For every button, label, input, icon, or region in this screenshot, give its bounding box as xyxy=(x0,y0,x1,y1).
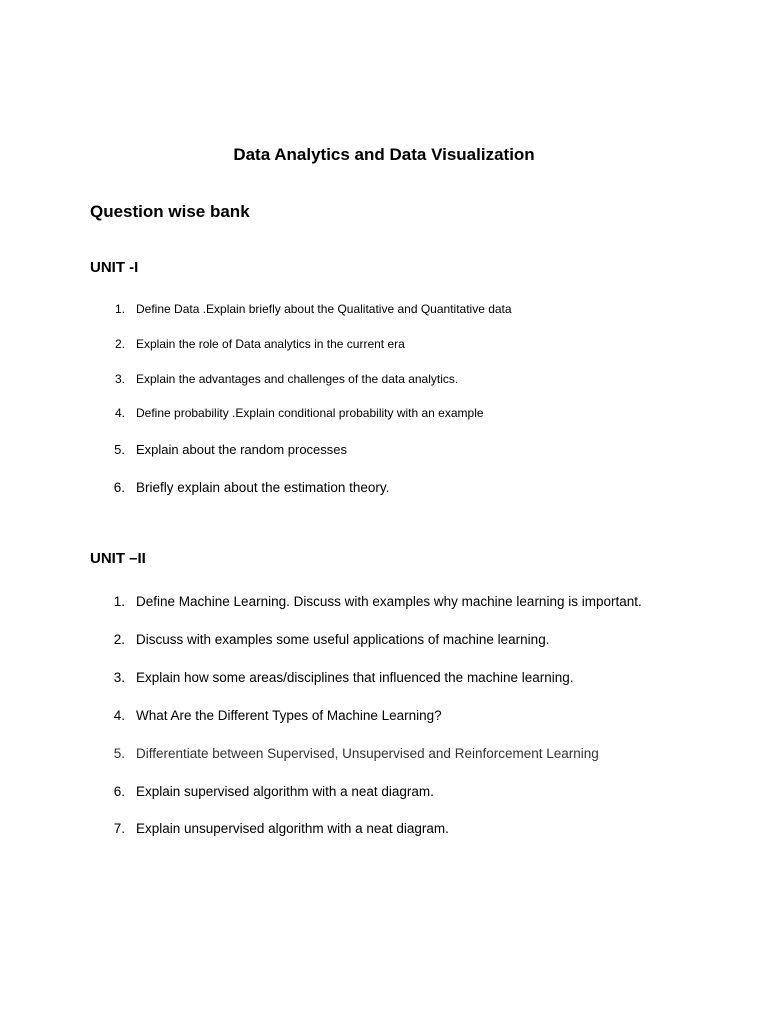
question-text: Explain the role of Data analytics in the current era xyxy=(136,337,405,351)
question-number: 5. xyxy=(113,746,125,761)
question-text: Briefly explain about the estimation theory. xyxy=(136,480,390,495)
question-number: 7. xyxy=(113,821,125,836)
question-text: Explain supervised algorithm with a neat diagram. xyxy=(136,784,434,799)
question-number: 1. xyxy=(113,594,125,609)
question-number: 2. xyxy=(113,632,125,647)
question-text: Discuss with examples some useful applications of machine learning. xyxy=(136,632,550,647)
unit-heading: UNIT –II xyxy=(90,550,146,567)
document-subtitle: Question wise bank xyxy=(90,202,250,221)
question-text: Define probability .Explain conditional probability with an example xyxy=(136,406,484,420)
question-text: Define Machine Learning. Discuss with examples why machine learning is important. xyxy=(136,594,642,609)
question-number: 5. xyxy=(114,442,125,457)
question-number: 4. xyxy=(114,406,125,420)
unit-heading: UNIT -I xyxy=(90,259,139,276)
question-text: Differentiate between Supervised, Unsupervised and Reinforcement Learning xyxy=(136,746,599,761)
question-text: Explain unsupervised algorithm with a neat diagram. xyxy=(136,821,449,836)
question-text: Explain how some areas/disciplines that influenced the machine learning. xyxy=(136,670,574,685)
question-number: 4. xyxy=(113,708,125,723)
question-text: Explain the advantages and challenges of the data analytics. xyxy=(136,372,459,386)
question-text: Explain about the random processes xyxy=(136,442,348,457)
question-number: 6. xyxy=(113,784,125,799)
document-title: Data Analytics and Data Visualization xyxy=(233,145,535,164)
question-number: 3. xyxy=(113,670,125,685)
question-text: What Are the Different Types of Machine Learning? xyxy=(136,708,442,723)
question-number: 2. xyxy=(114,337,125,351)
question-text: Define Data .Explain briefly about the Qualitative and Quantitative data xyxy=(136,302,512,316)
question-number: 1. xyxy=(114,302,125,316)
question-number: 6. xyxy=(113,480,125,495)
question-number: 3. xyxy=(114,372,125,386)
